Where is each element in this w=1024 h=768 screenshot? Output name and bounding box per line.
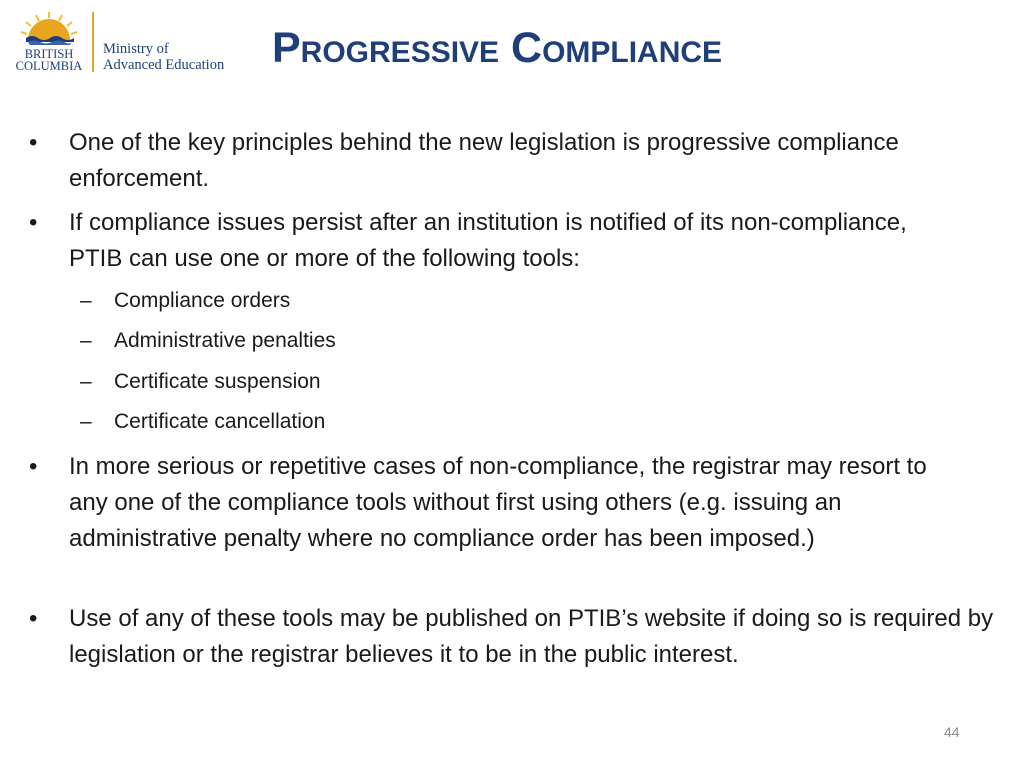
sub-bullet-item: Compliance orders xyxy=(114,289,291,312)
sub-bullet-item: Administrative penalties xyxy=(114,329,336,352)
bc-government-logo xyxy=(12,10,227,74)
sub-bullet-item: Certificate cancellation xyxy=(114,410,326,433)
slide-title: Progressive Compliance xyxy=(272,24,723,72)
ministry-name-line2: Advanced Education xyxy=(103,57,225,73)
bullet-item: One of the key principles behind the new legislation is progressive compliance enforcement. xyxy=(69,129,899,192)
ministry-name-line1: Ministry of xyxy=(103,41,169,57)
bullet-marker: • xyxy=(29,453,38,480)
sub-bullet-item: Certificate suspension xyxy=(114,370,321,393)
sub-bullet-marker: – xyxy=(80,410,92,433)
bullet-marker: • xyxy=(29,209,38,236)
sub-bullet-marker: – xyxy=(80,289,92,312)
logo-text-british: BRITISH xyxy=(24,47,74,61)
bc-sun-logo-icon xyxy=(12,10,86,74)
sub-bullet-marker: – xyxy=(80,370,92,393)
sub-bullet-marker: – xyxy=(80,329,92,352)
bullet-marker: • xyxy=(29,129,38,156)
bullet-item: Use of any of these tools may be published on PTIB’s website if doing so is required by legislation or the registrar believes it to be in the public interest. xyxy=(69,605,994,668)
logo-text-columbia: COLUMBIA xyxy=(15,59,83,73)
page-number: 44 xyxy=(944,724,960,740)
bullet-marker: • xyxy=(29,605,38,632)
logo-divider xyxy=(92,12,94,72)
bullet-item: In more serious or repetitive cases of non-compliance, the registrar may resort to any one of the compliance tools without first using others (e.g. issuing an administrative penalty where no compliance order has been imposed.) xyxy=(69,453,927,552)
bullet-item: If compliance issues persist after an institution is notified of its non-compliance, PTIB can use one or more of the following tools: xyxy=(69,209,907,272)
